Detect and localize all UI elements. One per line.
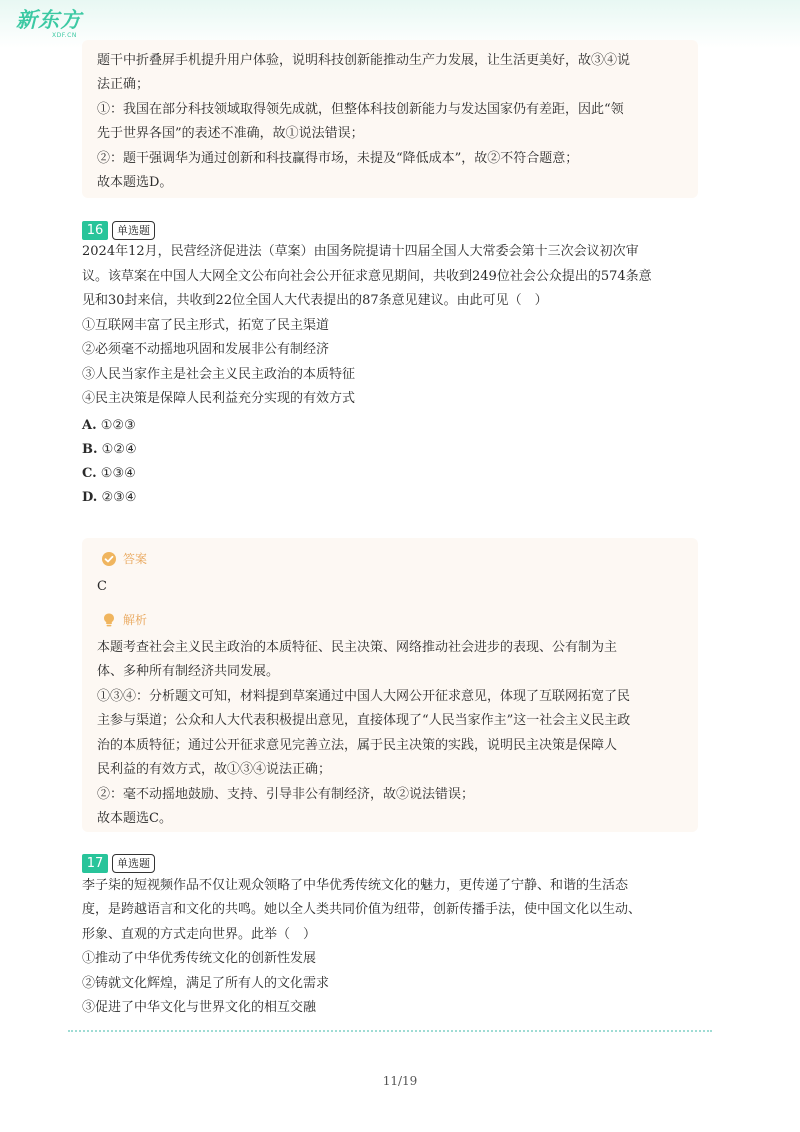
explanation-line: 题干中折叠屏手机提升用户体验，说明科技创新能推动生产力发展，让生活更美好，故③④说 [97, 53, 631, 68]
statement-item: ④民主决策是保障人民利益充分实现的有效方式 [82, 391, 356, 406]
analysis-line: ①③④：分析题文可知，材料提到草案通过中国人大网公开征求意见，体现了互联网拓宽了民 [97, 689, 631, 704]
option-c[interactable] [82, 465, 136, 483]
analysis-line: 体、多种所有制经济共同发展。 [97, 664, 280, 679]
option-a[interactable] [82, 417, 136, 435]
option-text: ②③④ [101, 490, 137, 505]
option-b[interactable] [82, 441, 137, 459]
question-stem-line: 见和30封来信，共收到22位全国人大代表提出的87条意见建议。由此可见（ ） [82, 293, 548, 308]
page-divider [68, 1030, 712, 1032]
analysis-line: 本题考查社会主义民主政治的本质特征、民主决策、网络推动社会进步的表现、公有制为主 [97, 640, 618, 655]
statement-item: ②必须毫不动摇地巩固和发展非公有制经济 [82, 342, 330, 357]
option-letter: B. [82, 442, 98, 457]
check-badge-icon [101, 551, 117, 567]
lightbulb-icon [101, 612, 117, 628]
question-number-badge: 17 [82, 854, 108, 873]
analysis-line: ②：毫不动摇地鼓励、支持、引导非公有制经济，故②说法错误； [97, 787, 475, 802]
explanation-line: ①：我国在部分科技领域取得领先成就，但整体科技创新能力与发达国家仍有差距，因此“领 [97, 102, 624, 117]
explanation-line: 故本题选D。 [97, 175, 173, 190]
question-stem-line: 2024年12月，民营经济促进法（草案）由国务院提请十四届全国人大常委会第十三次会议初次审 [82, 244, 639, 259]
option-letter: D. [82, 490, 98, 505]
statement-item: ①互联网丰富了民主形式，拓宽了民主渠道 [82, 318, 330, 333]
option-d[interactable] [82, 489, 136, 507]
logo-sub-text: XDF.CN [52, 32, 77, 39]
option-letter: A. [82, 418, 97, 433]
explanation-line: 先于世界各国”的表述不准确，故①说法错误； [97, 126, 364, 141]
option-letter: C. [82, 466, 97, 481]
question-type-badge: 单选题 [112, 221, 155, 240]
analysis-line: 民利益的有效方式，故①③④说法正确； [97, 762, 332, 777]
option-text: ①②③ [100, 418, 136, 433]
statement-item: ③促进了中华文化与世界文化的相互交融 [82, 1000, 317, 1015]
analysis-line: 故本题选C。 [97, 811, 172, 826]
explanation-line: ②：题干强调华为通过创新和科技赢得市场，未提及“降低成本”，故②不符合题意； [97, 151, 579, 166]
question-type-badge: 单选题 [112, 854, 155, 873]
answer-title: 答案 [123, 552, 148, 566]
analysis-line: 主参与渠道；公众和人大代表积极提出意见，直接体现了“人民当家作主”这一社会主义民主政 [97, 713, 631, 728]
question-stem-line: 李子柒的短视频作品不仅让观众领略了中华优秀传统文化的魅力，更传递了宁静、和谐的生活态 [82, 878, 629, 893]
statement-item: ②铸就文化辉煌，满足了所有人的文化需求 [82, 976, 330, 991]
option-text: ①③④ [100, 466, 136, 481]
brand-logo [16, 8, 86, 48]
analysis-title: 解析 [123, 613, 148, 627]
page-number: 11/19 [382, 1074, 418, 1088]
question-stem-line: 议。该草案在中国人大网全文公布向社会公开征求意见期间，共收到249位社会公众提出的574条意 [82, 269, 652, 284]
question-stem-line: 形象、直观的方式走向世界。此举（ ） [82, 927, 317, 942]
logo-text: 新东方 [16, 8, 82, 32]
statement-item: ③人民当家作主是社会主义民主政治的本质特征 [82, 367, 356, 382]
option-text: ①②④ [101, 442, 137, 457]
explanation-line: 法正确； [97, 77, 150, 92]
question-stem-line: 度，是跨越语言和文化的共鸣。她以全人类共同价值为纽带，创新传播手法，使中国文化以生动、 [82, 902, 642, 917]
analysis-line: 治的本质特征；通过公开征求意见完善立法，属于民主决策的实践，说明民主决策是保障人 [97, 738, 618, 753]
answer-value: C [97, 579, 107, 594]
question-number-badge: 16 [82, 221, 108, 240]
statement-item: ①推动了中华优秀传统文化的创新性发展 [82, 951, 317, 966]
